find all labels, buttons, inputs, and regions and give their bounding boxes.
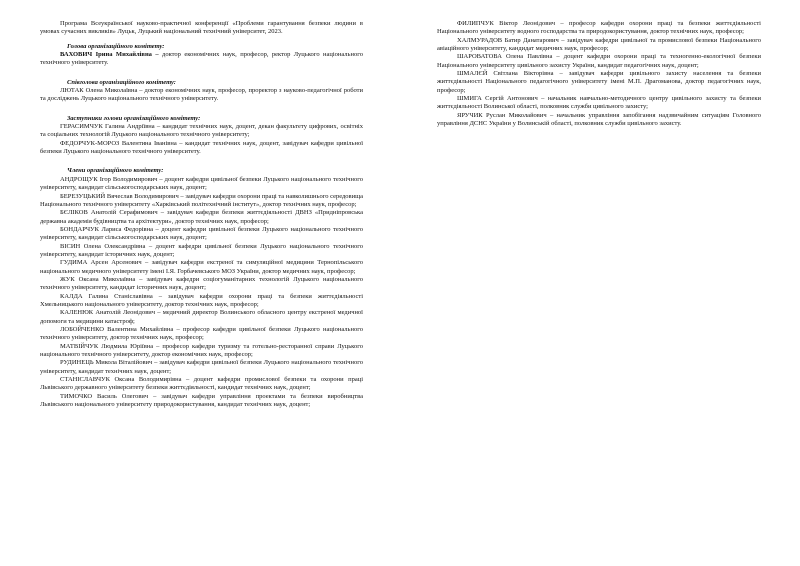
member-entry: ЯРУЧИК Руслан Миколайович – начальник управління запобігання надзвичайним ситуаціям Головного управління ДСНС України у Волинській області, полковник служби цивільного захисту. (437, 111, 761, 128)
member-entry: БЕРЕЗУЦЬКИЙ Вячеслав Володимирович – завідувач кафедри охорони праці та навколишнього середовища Національного технічного університету «Харківський політехнічний інститут», доктор технічних наук, професор; (40, 192, 363, 208)
cochair-entry: ЛЮТАК Олена Миколаївна – доктор економічних наук, професор, проректор з науково-педагогічної роботи та досліджень Луцького національного технічного університету. (40, 87, 363, 103)
chair-name: ВАХОВИЧ Ірина Михайлівна (60, 51, 152, 59)
member-entry: АНДРОЩУК Ігор Володимирович – доцент кафедри цивільної безпеки Луцького національного технічного університету, кандидат сільськогосподарських наук, доцент; (40, 175, 363, 192)
member-entry: ХАЛМУРАДОВ Батир Данатарович – завідувач кафедри цивільної та промислової безпеки Національного авіаційного університету, кандидат медичних наук, професор; (437, 36, 761, 53)
member-entry: ФИЛИПЧУК Віктор Леонідович – професор кафедри охорони праці та безпеки життєдіяльності Національного університету водного господарства та природокористування, доктор технічних наук, професор; (437, 20, 761, 36)
deputy-entry: ГЕРАСИМЧУК Галина Андріївна – кандидат технічних наук, доцент, декан факультету цифрових, освітніх та соціальних технологій Луцького національного технічного університету; (40, 123, 363, 139)
deputy-entry: ФЕДОРЧУК-МОРОЗ Валентина Іванівна – кандидат технічних наук, доцент, завідувач кафедри цивільної безпеки Луцького національного технічного університету. (40, 139, 363, 156)
member-entry: ШМИГА Сергій Антонович – начальник навчально-методичного центру цивільного захисту та безпеки життєдіяльності Волинської області, полковник служби цивільного захисту; (437, 95, 761, 111)
cochair-heading: Співголова організаційного комітету: (67, 78, 176, 86)
chair-entry (40, 51, 363, 68)
member-entry: КАЛЕНЮК Анатолій Леонідович – медичний директор Волинського обласного центру екстреної медичної допомоги та медицини катастроф; (40, 309, 363, 325)
member-entry: БЄЛІКОВ Анатолій Серафимович – завідувач кафедри безпеки життєдіяльності ДВНЗ «Придніпровська державна академія будівництва та архітектури», доктор технічних наук, професор; (40, 209, 363, 225)
member-entry: ЖУК Оксана Миколаївна – завідувач кафедри соціогуманітарних технологій Луцького національного технічного університету, кандидат історичних наук, доцент; (40, 275, 363, 292)
chair-separator: – (151, 51, 163, 59)
member-entry: ШАРОВАТОВА Олена Павлівна – доцент кафедри охорони праці та техногенно-екологічної безпеки Національного університету цивільного захисту України, кандидат педагогічних наук, доцент; (437, 53, 761, 69)
member-entry: ШМАЛЄЙ Світлана Вікторівна – завідувач кафедри цивільного захисту населення та безпеки життєдіяльності Національного педагогічного університету імені М.П. Драгоманова, доктор педагогічних наук, професор; (437, 70, 761, 94)
chair-heading: Голова організаційного комітету: (67, 42, 165, 50)
member-entry: РУДИНЕЦЬ Микола Віталійович – завідувач кафедри цивільної безпеки Луцького національного технічного університету, кандидат технічних наук, доцент; (40, 359, 363, 375)
member-entry: ЛОБОЙЧЕНКО Валентина Михайлівна – професор кафедри цивільної безпеки Луцького національного технічного університету, доктор технічних наук, професор; (40, 326, 363, 342)
right-column (437, 20, 761, 128)
member-entry: МАТВІЙЧУК Людмила Юріївна – професор кафедри туризму та готельно-ресторанної справи Луцького національного технічного університету, доктор економічних наук, професор; (40, 342, 363, 359)
member-entry: БОНДАРЧУК Лариса Федорівна – доцент кафедри цивільної безпеки Луцького національного технічного університету, кандидат сільськогосподарських наук, доцент; (40, 225, 363, 242)
member-entry: ВІСИН Олена Олександрівна – доцент кафедри цивільної безпеки Луцького національного технічного університету, кандидат історичних наук, доцент; (40, 242, 363, 258)
member-entry: СТАНІСЛАВЧУК Оксана Володимирівна – доцент кафедри промислової безпеки та охорони праці Львівського державного університету безпеки життєдіяльності, кандидат технічних наук, доцент; (40, 376, 363, 392)
member-entry: ТИМОЧКО Василь Олегович – завідувач кафедри управління проектами та безпеки виробництва Львівського національного університету природокористування, кандидат технічних наук, доцент; (40, 392, 363, 409)
member-entry: КАЛДА Галина Станіславівна – завідувач кафедри охорони праці та безпеки життєдіяльності Хмельницького національного університету, доктор технічних наук, професор; (40, 292, 363, 308)
member-entry: ГУДИМА Арсен Арсенович – завідувач кафедри екстреної та симуляційної медицини Тернопільського національного медичного університету імені І.Я. Горбачевського МОЗ України, доктор медичних наук, професор; (40, 259, 363, 275)
program-intro: Програма Всеукраїнської науково-практичної конференції «Проблеми гарантування безпеки людини в умовах сучасних викликів» Луцьк, Луцький національний технічний університет, 2023. (40, 20, 363, 36)
deputies-heading: Заступники голови організаційного комітету: (67, 114, 201, 122)
members-heading: Члени організаційного комітету: (67, 167, 164, 175)
left-column (40, 20, 363, 409)
chair-description: доктор економічних наук, професор, ректор Луцького національного технічного університету. (40, 51, 364, 67)
